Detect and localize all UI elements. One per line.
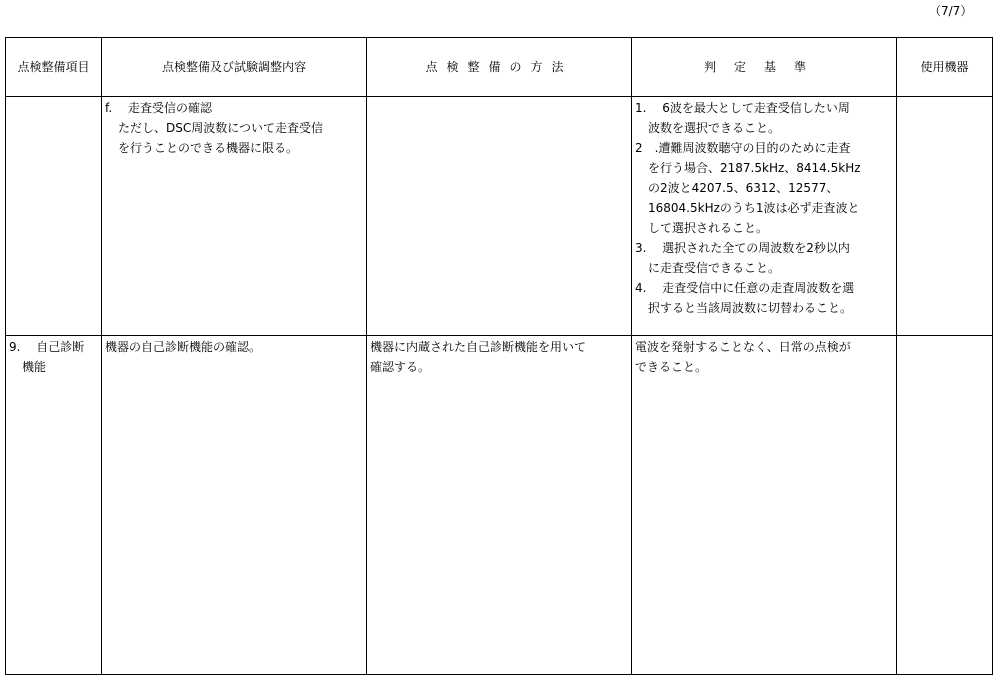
text-line: 択すると当該周波数に切替わること。 bbox=[648, 301, 853, 315]
text-line: して選択されること。 bbox=[648, 221, 769, 235]
text-line: 16804.5kHzのうち1波は必ず走査波と bbox=[648, 201, 860, 215]
text-line: を行うことのできる機器に限る。 bbox=[118, 141, 299, 155]
text-line: ただし、DSC周波数について走査受信 bbox=[118, 121, 323, 135]
text-line: できること。 bbox=[635, 360, 708, 374]
table-row bbox=[6, 97, 993, 336]
header-content: 点検整備及び試験調整内容 bbox=[102, 38, 367, 97]
text-line: の2波と4207.5、6312、12577、 bbox=[648, 181, 839, 195]
text-line: 2 .遭難周波数聴守の目的のために走査 bbox=[635, 141, 851, 155]
cell-criteria bbox=[632, 336, 897, 675]
inspection-table bbox=[5, 37, 993, 675]
cell-method bbox=[367, 336, 632, 675]
text-line: 1. 6波を最大として走査受信したい周 bbox=[635, 101, 850, 115]
cell-content bbox=[102, 336, 367, 675]
text-line: を行う場合、2187.5kHz、8414.5kHz bbox=[648, 161, 861, 175]
cell-equipment bbox=[897, 336, 993, 675]
table-row bbox=[6, 336, 993, 675]
cell-content bbox=[102, 97, 367, 336]
table-header-row bbox=[6, 38, 993, 97]
text-line: 機器の自己診断機能の確認。 bbox=[105, 340, 262, 354]
text-line: f. 走査受信の確認 bbox=[105, 101, 212, 115]
text-line: に走査受信できること。 bbox=[648, 261, 781, 275]
cell-equipment bbox=[897, 97, 993, 336]
cell-item bbox=[6, 97, 102, 336]
header-equipment: 使用機器 bbox=[897, 38, 993, 97]
text-line: 機器に内蔵された自己診断機能を用いて bbox=[370, 340, 587, 354]
header-criteria: 判定基準 bbox=[632, 38, 897, 97]
text-line: 9. 自己診断 bbox=[9, 340, 85, 354]
page-number: （7/7） bbox=[929, 4, 973, 18]
text-line: 波数を選択できること。 bbox=[648, 121, 781, 135]
text-line: 電波を発射することなく、日常の点検が bbox=[635, 340, 851, 354]
text-line: 機能 bbox=[22, 360, 47, 374]
header-item: 点検整備項目 bbox=[6, 38, 102, 97]
text-line: 4. 走査受信中に任意の走査周波数を選 bbox=[635, 281, 855, 295]
cell-method bbox=[367, 97, 632, 336]
cell-criteria bbox=[632, 97, 897, 336]
header-method: 点検整備の方法 bbox=[367, 38, 632, 97]
text-line: 3. 選択された全ての周波数を2秒以内 bbox=[635, 241, 850, 255]
cell-item bbox=[6, 336, 102, 675]
text-line: 確認する。 bbox=[370, 360, 431, 374]
